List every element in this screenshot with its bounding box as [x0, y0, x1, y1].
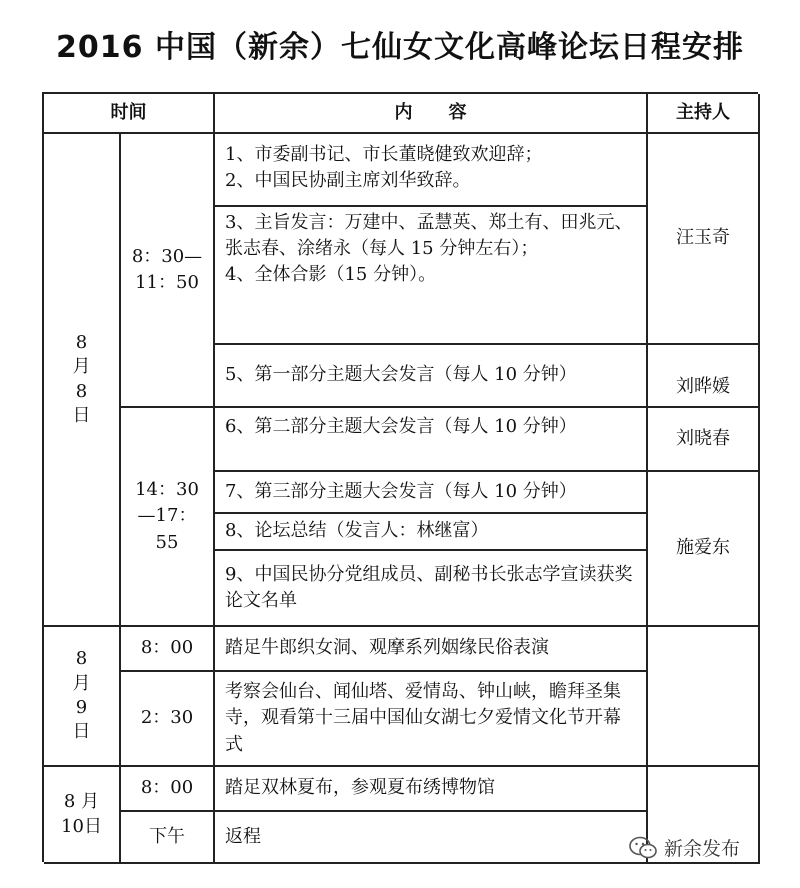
day1-morning-time: 8：30—11：50 — [121, 134, 215, 408]
day1-item-8: 8、论坛总结（发言人：林继富） — [215, 514, 648, 551]
host-2: 刘晔媛 — [648, 345, 760, 408]
day2-content-2: 考察会仙台、闻仙塔、爱情岛、钟山峡，瞻拜圣集寺，观看第十三届中国仙女湖七夕爱情文化节开幕式 — [215, 672, 648, 767]
header-time: 时间 — [44, 94, 215, 134]
day3-content-1: 踏足双林夏布，参观夏布绣博物馆 — [215, 767, 648, 812]
day2-host-empty — [648, 627, 760, 767]
day1-item-6: 6、第二部分主题大会发言（每人 10 分钟） — [215, 408, 648, 472]
day3-time-1: 8：00 — [121, 767, 215, 812]
day1-item-3-4: 3、主旨发言：万建中、孟慧英、郑土有、田兆元、张志春、涂绪永（每人 15 分钟左右）； 4、全体合影（15 分钟）。 — [215, 207, 648, 345]
host-1: 汪玉奇 — [648, 134, 760, 345]
watermark — [628, 834, 740, 861]
day1-afternoon-time: 14：30—17：55 — [121, 408, 215, 627]
header-host: 主持人 — [648, 94, 760, 134]
day1-item-1-2: 1、市委副书记、市长董晓健致欢迎辞； 2、中国民协副主席刘华致辞。 — [215, 134, 648, 207]
day1-date: 8 月 8 日 — [44, 134, 121, 627]
watermark-text: 新余发布 — [664, 838, 741, 860]
day1-item-9: 9、中国民协分党组成员、副秘书长张志学宣读获奖论文名单 — [215, 551, 648, 627]
day2-date: 8 月 9 日 — [44, 627, 121, 767]
page-title: 2016 中国（新余）七仙女文化高峰论坛日程安排 — [56, 30, 744, 65]
day2-time-2: 2：30 — [121, 672, 215, 767]
day2-content-1: 踏足牛郎织女洞、观摩系列姻缘民俗表演 — [215, 627, 648, 672]
host-3: 刘晓春 — [648, 408, 760, 472]
day1-item-7: 7、第三部分主题大会发言（每人 10 分钟） — [215, 472, 648, 514]
day1-item-5: 5、第一部分主题大会发言（每人 10 分钟） — [215, 345, 648, 408]
wechat-icon — [628, 835, 658, 861]
header-content: 内 容 — [215, 94, 648, 134]
day3-content-2: 返程 — [215, 812, 648, 864]
day3-time-2: 下午 — [121, 812, 215, 864]
day2-time-1: 8：00 — [121, 627, 215, 672]
host-4: 施爱东 — [648, 472, 760, 627]
schedule-table — [42, 92, 758, 862]
day3-date: 8 月 10日 — [44, 767, 121, 864]
